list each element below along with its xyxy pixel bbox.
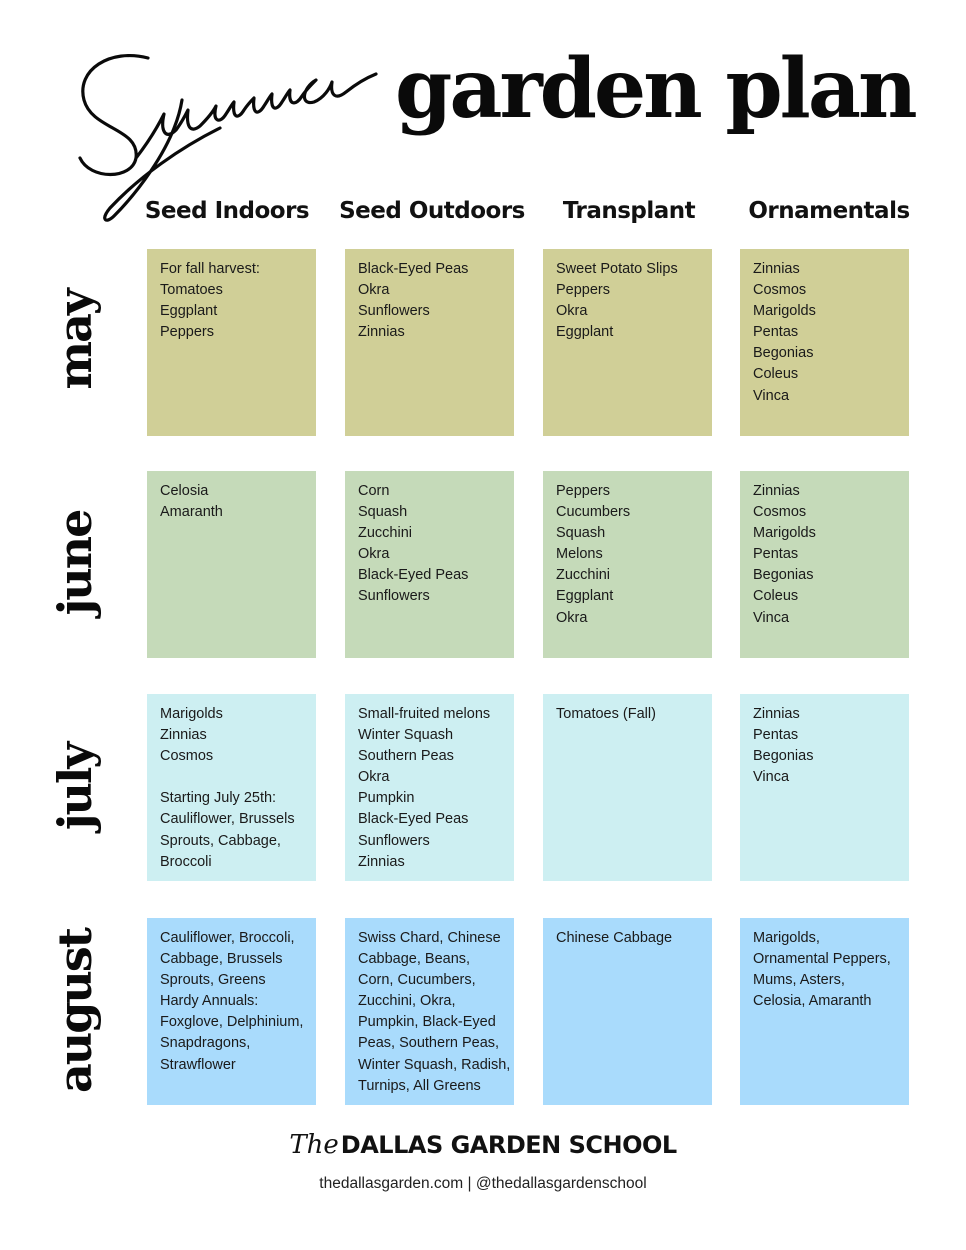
list-item: Peppers xyxy=(160,324,215,341)
list-item: Turnips, All Greens xyxy=(358,1077,481,1094)
list-item: Small-fruited melons xyxy=(358,706,491,722)
list-item: Celosia xyxy=(160,483,209,499)
list-item: Snapdragons, xyxy=(160,1035,251,1052)
footer-links: thedallasgarden.com | @thedallasgardenschool xyxy=(319,1175,647,1192)
list-item: Celosia, Amaranth xyxy=(753,993,872,1010)
list-item: Cosmos xyxy=(753,282,807,299)
list-item: Tomatoes xyxy=(160,282,223,299)
list-item: Vinca xyxy=(753,387,790,404)
list-item: Coleus xyxy=(753,588,799,605)
month-label-june: june xyxy=(48,510,102,616)
list-item: Ornamental Peppers, xyxy=(753,951,891,968)
list-item: Okra xyxy=(556,303,588,320)
cell-august-seed-indoors xyxy=(147,918,316,1105)
list-item: Corn xyxy=(358,483,390,499)
cell-july-seed-indoors xyxy=(147,694,316,881)
cell-august-seed-outdoors xyxy=(345,918,514,1105)
column-header-ornamentals: Ornamentals xyxy=(748,198,910,224)
list-item: Swiss Chard, Chinese xyxy=(358,930,501,946)
list-item: Chinese Cabbage xyxy=(556,930,673,946)
list-item: Cucumbers xyxy=(556,504,631,521)
cell-july-seed-outdoors xyxy=(345,694,514,881)
list-item: Squash xyxy=(556,525,606,542)
list-item: Pentas xyxy=(753,727,799,744)
list-item: Broccoli xyxy=(160,853,212,870)
list-item: Okra xyxy=(358,769,390,786)
list-item: Black-Eyed Peas xyxy=(358,811,469,828)
list-item: Foxglove, Delphinium, xyxy=(160,1014,304,1031)
cell-may-ornamentals xyxy=(740,249,909,436)
list-item: Sunflowers xyxy=(358,588,430,605)
footer-brand xyxy=(0,1130,966,1160)
list-item: Marigolds xyxy=(753,303,816,320)
list-item: Okra xyxy=(358,282,390,299)
list-item: Marigolds xyxy=(160,706,223,722)
list-item: Cabbage, Beans, xyxy=(358,951,471,968)
list-item: Melons xyxy=(556,546,603,563)
title-garden-plan: garden plan xyxy=(395,41,915,137)
list-item: Cosmos xyxy=(160,748,214,765)
column-header-seed-outdoors: Seed Outdoors xyxy=(339,198,525,224)
list-item: Vinca xyxy=(753,769,790,786)
list-item: Pumpkin, Black-Eyed xyxy=(358,1014,496,1031)
list-item: Amaranth xyxy=(160,504,223,521)
list-item: Cauliflower, Brussels xyxy=(160,811,295,828)
list-item: Peppers xyxy=(556,282,611,299)
list-item: Begonias xyxy=(753,748,814,765)
cell-july-ornamentals xyxy=(740,694,909,881)
list-item: Zinnias xyxy=(753,706,800,722)
cell-may-transplant xyxy=(543,249,712,436)
list-item: Squash xyxy=(358,504,408,521)
list-item: Winter Squash xyxy=(358,727,454,744)
list-item: Cabbage, Brussels xyxy=(160,951,283,968)
list-item: Starting July 25th: xyxy=(160,790,277,807)
list-item: Sunflowers xyxy=(358,832,430,849)
month-label-july: july xyxy=(48,743,102,831)
list-item: Okra xyxy=(556,609,588,626)
cell-july-transplant xyxy=(543,694,712,881)
list-item: Peas, Southern Peas, xyxy=(358,1035,500,1052)
list-item: Zucchini, Okra, xyxy=(358,993,456,1010)
list-item: Hardy Annuals: xyxy=(160,993,259,1010)
column-header-transplant: Transplant xyxy=(562,198,696,224)
list-item: Vinca xyxy=(753,609,790,626)
list-item: Eggplant xyxy=(160,303,218,320)
list-item: Zinnias xyxy=(358,853,405,870)
footer-brand-name: DALLAS GARDEN SCHOOL xyxy=(340,1131,677,1159)
list-item: Okra xyxy=(358,546,390,563)
list-item: Sprouts, Greens xyxy=(160,972,266,989)
list-item: Black-Eyed Peas xyxy=(358,261,469,277)
cell-august-ornamentals xyxy=(740,918,909,1105)
list-item: Tomatoes (Fall) xyxy=(556,706,656,722)
list-item: Zinnias xyxy=(753,483,800,499)
list-item: Eggplant xyxy=(556,588,614,605)
list-spacer xyxy=(160,767,308,788)
column-header-seed-indoors: Seed Indoors xyxy=(144,198,310,224)
month-label-august: august xyxy=(48,929,102,1094)
list-item: For fall harvest: xyxy=(160,261,260,277)
list-item: Eggplant xyxy=(556,324,614,341)
cell-june-ornamentals xyxy=(740,471,909,658)
list-item: Zucchini xyxy=(556,567,610,584)
list-item: Begonias xyxy=(753,567,814,584)
list-item: Mums, Asters, xyxy=(753,972,845,989)
list-item: Black-Eyed Peas xyxy=(358,567,469,584)
month-label-may: may xyxy=(48,290,102,390)
list-item: Cosmos xyxy=(753,504,807,521)
list-item: Zinnias xyxy=(753,261,800,277)
cell-june-transplant xyxy=(543,471,712,658)
list-item: Sweet Potato Slips xyxy=(556,261,678,277)
list-item: Southern Peas xyxy=(358,748,454,765)
list-item: Zinnias xyxy=(160,727,207,744)
list-item: Pentas xyxy=(753,546,799,563)
list-item: Pentas xyxy=(753,324,799,341)
list-item: Corn, Cucumbers, xyxy=(358,972,476,989)
cell-may-seed-indoors xyxy=(147,249,316,436)
list-item: Marigolds xyxy=(753,525,816,542)
list-item: Cauliflower, Broccoli, xyxy=(160,930,295,946)
cell-may-seed-outdoors xyxy=(345,249,514,436)
list-item: Marigolds, xyxy=(753,930,820,946)
list-item: Strawflower xyxy=(160,1056,236,1073)
list-item: Sunflowers xyxy=(358,303,430,320)
list-item: Zinnias xyxy=(358,324,405,341)
list-item: Begonias xyxy=(753,345,814,362)
list-item: Zucchini xyxy=(358,525,412,542)
cell-june-seed-outdoors xyxy=(345,471,514,658)
cell-june-seed-indoors xyxy=(147,471,316,658)
cell-august-transplant xyxy=(543,918,712,1105)
list-item: Peppers xyxy=(556,483,611,499)
footer-brand-prefix: The xyxy=(289,1130,339,1160)
list-item: Sprouts, Cabbage, xyxy=(160,832,281,849)
list-item: Pumpkin xyxy=(358,790,415,807)
list-item: Coleus xyxy=(753,366,799,383)
list-item: Winter Squash, Radish, xyxy=(358,1056,511,1073)
